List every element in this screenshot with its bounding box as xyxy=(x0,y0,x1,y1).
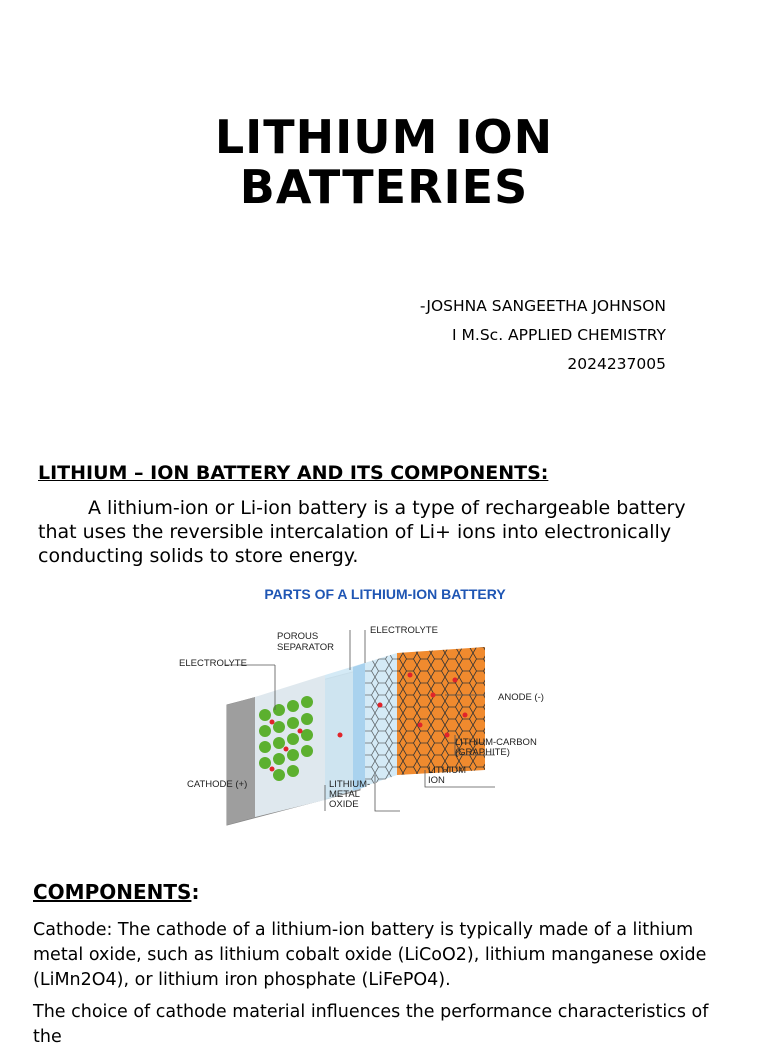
label-oxide: OXIDE xyxy=(329,799,359,810)
porous-separator xyxy=(353,663,365,791)
label-electrolyte-left: ELECTROLYTE xyxy=(179,658,247,669)
label-porous: POROUS xyxy=(277,631,319,642)
label-electrolyte-top: ELECTROLYTE xyxy=(370,625,438,636)
battery-side-shadow xyxy=(227,697,255,825)
author-course: I M.Sc. APPLIED CHEMISTRY xyxy=(452,326,666,344)
label-separator: SEPARATOR xyxy=(277,642,335,653)
intro-text: A lithium-ion or Li-ion battery is a type of rechargeable battery that uses the reversible intercalation of Li+ ions into electronically conducting solids to store energy. xyxy=(38,497,686,567)
label-lithium: LITHIUM xyxy=(428,765,466,776)
title-line-2: BATTERIES xyxy=(239,160,529,214)
label-lithium-carbon: LITHIUM-CARBON xyxy=(455,737,537,748)
components-heading-text: COMPONENTS xyxy=(33,880,192,904)
cathode-paragraph: Cathode: The cathode of a lithium-ion battery is typically made of a lithium metal oxide, such as lithium cobalt oxide (LiCoO2), lithium manganese oxide (LiMn2O4), or lithium iron phosphate (LiFePO4). xyxy=(33,920,707,990)
components-heading-colon: : xyxy=(191,880,200,904)
label-graphite: (GRAPHITE) xyxy=(455,747,510,758)
intro-paragraph xyxy=(38,496,718,568)
battery-diagram-svg xyxy=(165,575,605,830)
label-lithium-metal: LITHIUM- xyxy=(329,779,371,790)
section-heading: LITHIUM – ION BATTERY AND ITS COMPONENTS: xyxy=(38,462,549,484)
label-ion: ION xyxy=(428,775,445,786)
author-id: 2024237005 xyxy=(567,355,666,373)
battery-diagram xyxy=(165,575,605,830)
components-heading xyxy=(33,880,199,904)
label-metal: METAL xyxy=(329,789,360,800)
author-block xyxy=(420,292,666,379)
title-line-1: LITHIUM ION xyxy=(214,110,554,164)
figure-title: PARTS OF A LITHIUM-ION BATTERY xyxy=(264,586,506,602)
label-anode: ANODE (-) xyxy=(498,692,544,703)
document-title xyxy=(0,112,768,212)
label-cathode: CATHODE (+) xyxy=(187,779,248,790)
author-name: -JOSHNA SANGEETHA JOHNSON xyxy=(419,297,666,315)
cathode-choice-paragraph: The choice of cathode material influences the performance characteristics of the xyxy=(33,1002,709,1047)
